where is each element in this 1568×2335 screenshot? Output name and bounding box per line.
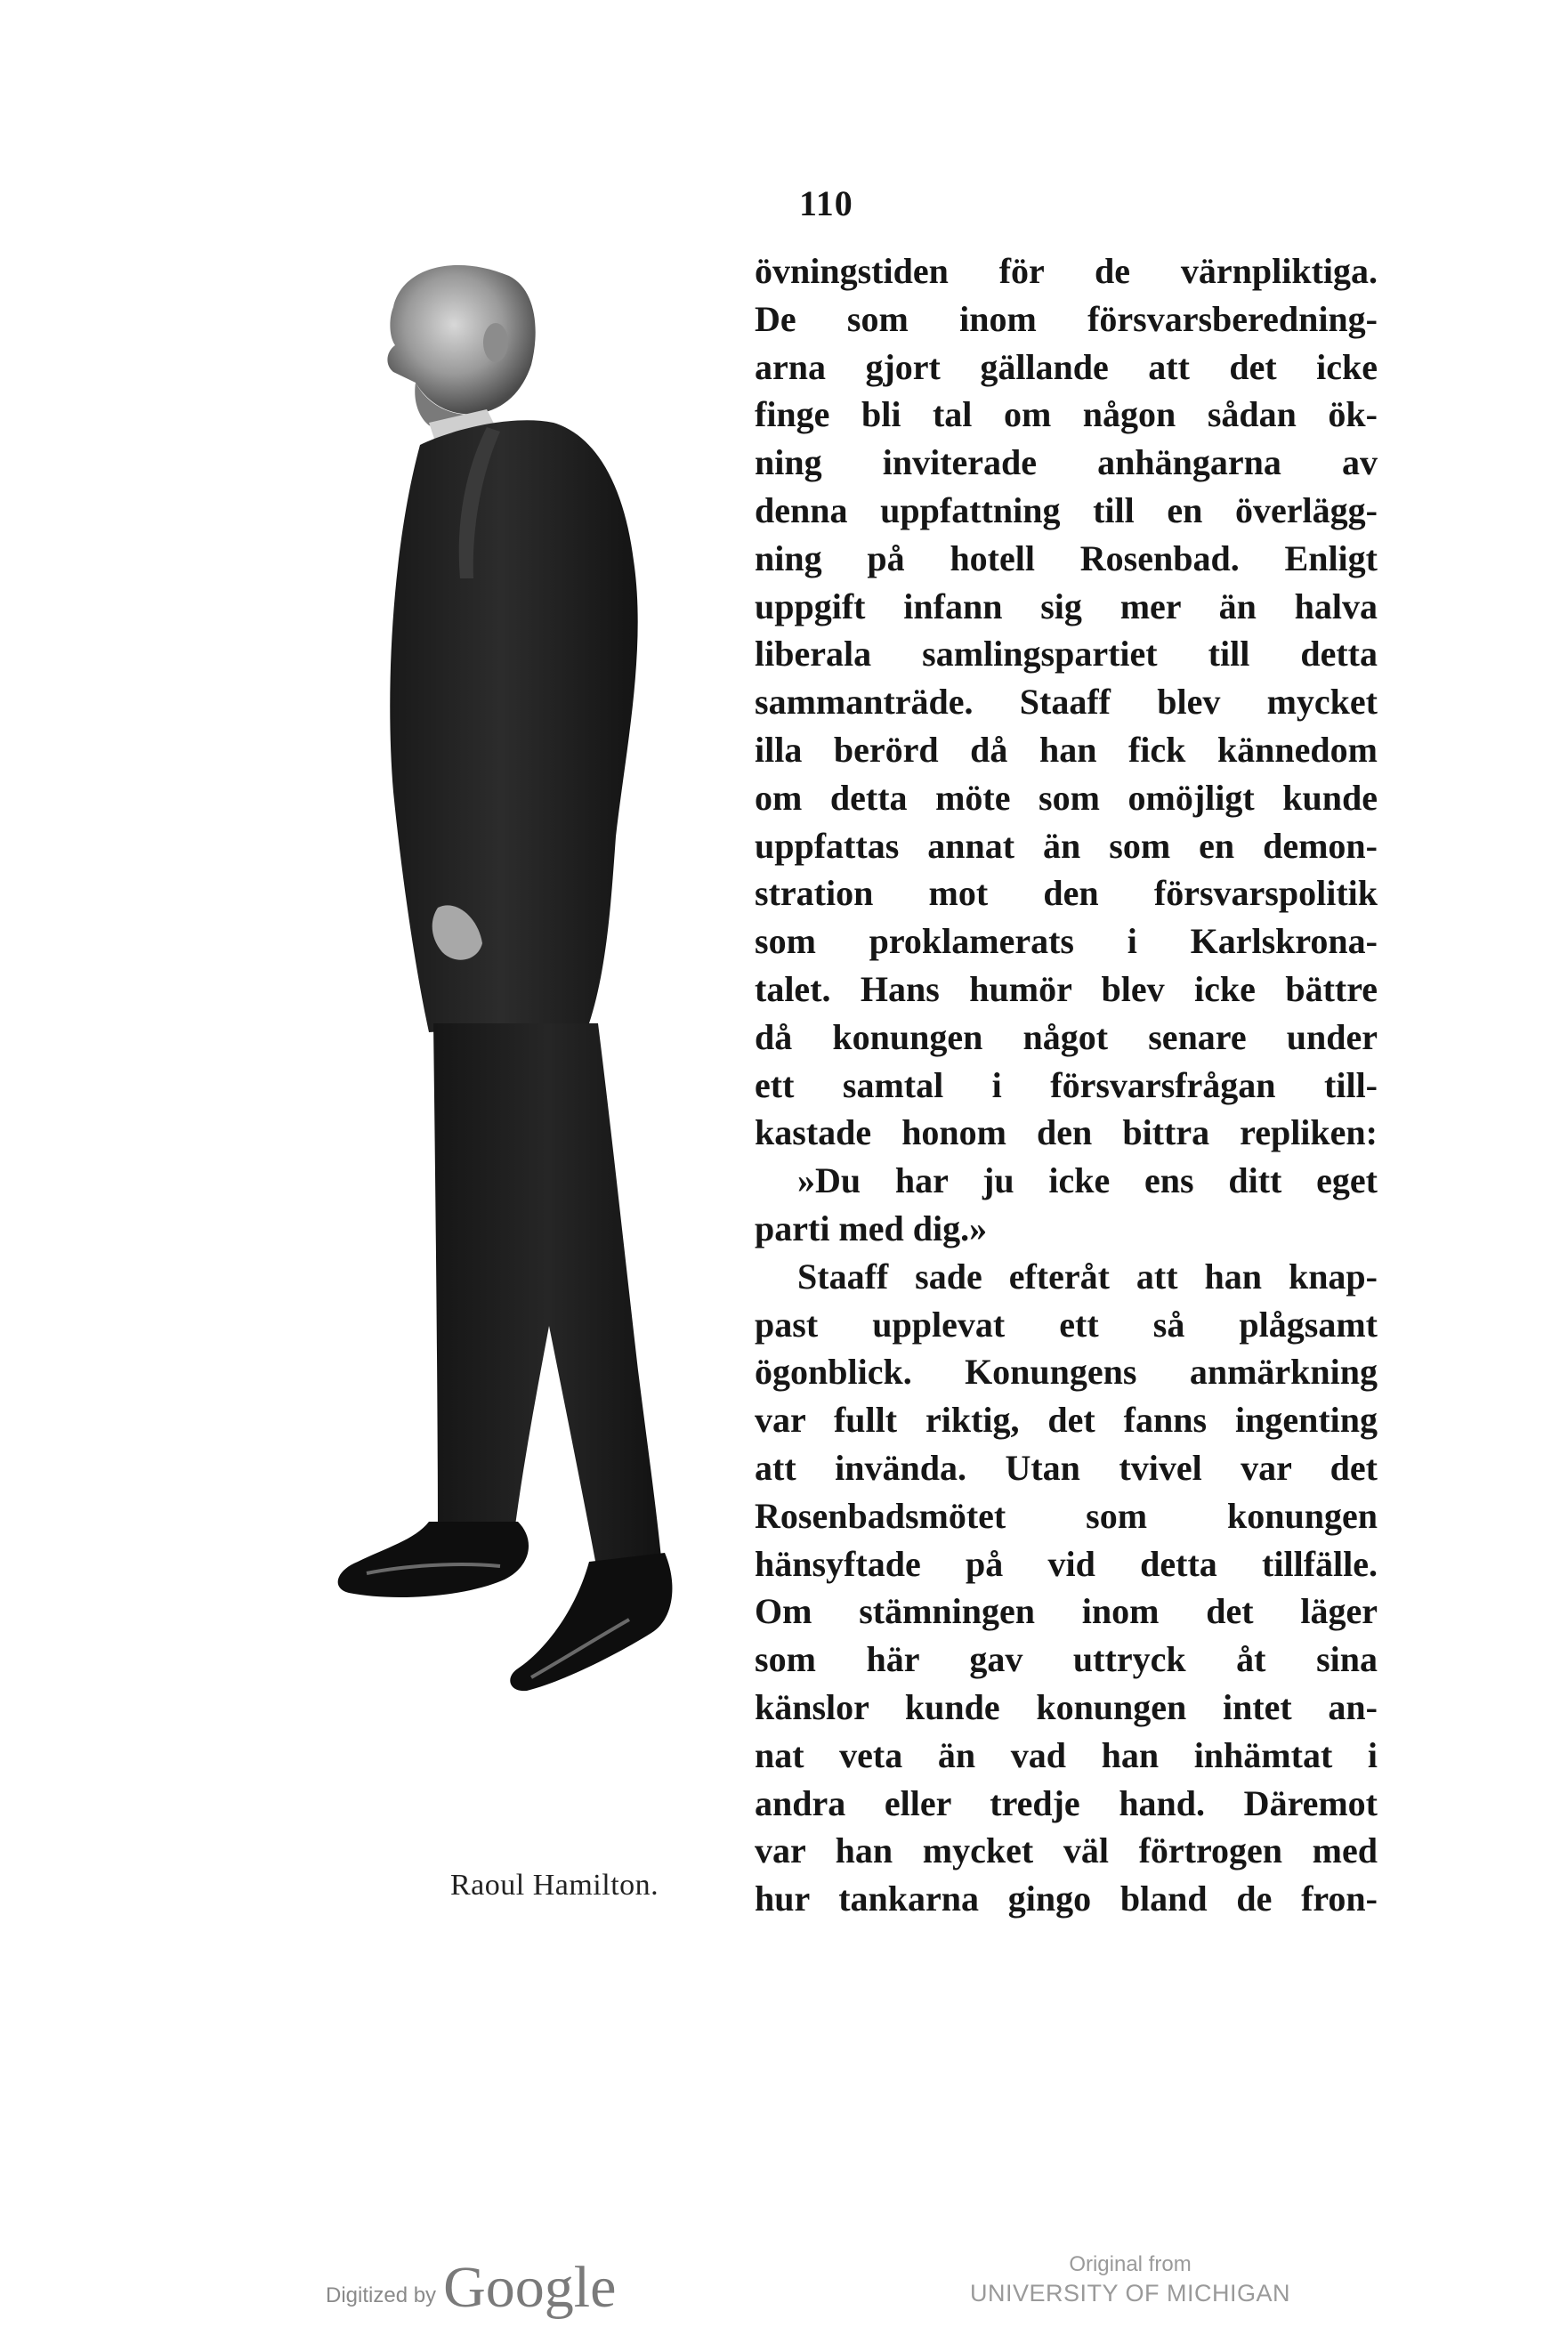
university-label: UNIVERSITY OF MICHIGAN <box>969 2280 1291 2307</box>
text-line: uppfattas annat än som en demon- <box>755 825 1378 866</box>
text-line: var han mycket väl förtrogen med <box>755 1830 1378 1871</box>
text-line: hur tankarna gingo bland de fron- <box>755 1879 1378 1919</box>
text-line: Staaff sade efteråt att han knap- <box>797 1256 1378 1297</box>
digitized-by-label: Digitized by <box>326 2283 437 2307</box>
text-line: var fullt riktig, det fanns ingenting <box>755 1400 1378 1441</box>
text-line: som proklamerats i Karlskrona- <box>755 921 1378 962</box>
text-line: om detta möte som omöjligt kunde <box>755 777 1378 818</box>
text-line: talet. Hans humör blev icke bättre <box>755 968 1378 1009</box>
text-line: illa berörd då han fick kännedom <box>755 729 1378 770</box>
digitized-by-watermark <box>326 2255 617 2320</box>
text-line: Om stämningen inom det läger <box>755 1591 1378 1632</box>
google-logo: Google <box>443 2255 617 2320</box>
photo-caption: Raoul Hamilton. <box>450 1869 659 1902</box>
text-line: övningstiden för de värnpliktiga. <box>755 251 1378 291</box>
text-line: som här gav uttryck åt sina <box>755 1639 1378 1680</box>
text-line: ett samtal i försvarsfrågan till- <box>755 1064 1378 1105</box>
original-from-watermark <box>952 2251 1308 2308</box>
text-line: denna uppfattning till en överlägg- <box>755 489 1378 530</box>
text-line: kastade honom den bittra repliken: <box>755 1112 1378 1153</box>
text-line: uppgift infann sig mer än halva <box>755 586 1378 626</box>
text-line: andra eller tredje hand. Däremot <box>755 1782 1378 1823</box>
text-line: »Du har ju icke ens ditt eget <box>797 1160 1378 1201</box>
text-line: stration mot den försvarspolitik <box>755 873 1378 914</box>
text-line: att invända. Utan tvivel var det <box>755 1447 1378 1488</box>
text-line: hänsyftade på vid detta tillfälle. <box>755 1543 1378 1584</box>
text-line: nat veta än vad han inhämtat i <box>755 1734 1378 1775</box>
text-line: parti med dig.» <box>755 1208 988 1248</box>
text-line: känslor kunde konungen intet an- <box>755 1686 1378 1727</box>
body-text <box>755 247 1378 1923</box>
text-line: Rosenbadsmötet som konungen <box>755 1495 1378 1536</box>
text-line: arna gjort gällande att det icke <box>755 346 1378 387</box>
text-line: sammanträde. Staaff blev mycket <box>755 682 1378 723</box>
text-line: liberala samlingspartiet till detta <box>755 634 1378 675</box>
text-line: ning på hotell Rosenbad. Enligt <box>755 537 1378 578</box>
text-line: då konungen något senare under <box>755 1016 1378 1057</box>
text-line: ögonblick. Konungens anmärkning <box>755 1352 1378 1393</box>
original-from-label: Original from <box>1069 2252 1192 2276</box>
portrait-photo <box>331 258 758 1860</box>
page-number: 110 <box>799 183 853 223</box>
text-line: De som inom försvarsberedning- <box>755 298 1378 339</box>
text-line: ning inviterade anhängarna av <box>755 442 1378 483</box>
standing-man-figure <box>331 258 758 1860</box>
text-line: past upplevat ett så plågsamt <box>755 1304 1378 1345</box>
text-line: finge bli tal om någon sådan ök- <box>755 394 1378 435</box>
